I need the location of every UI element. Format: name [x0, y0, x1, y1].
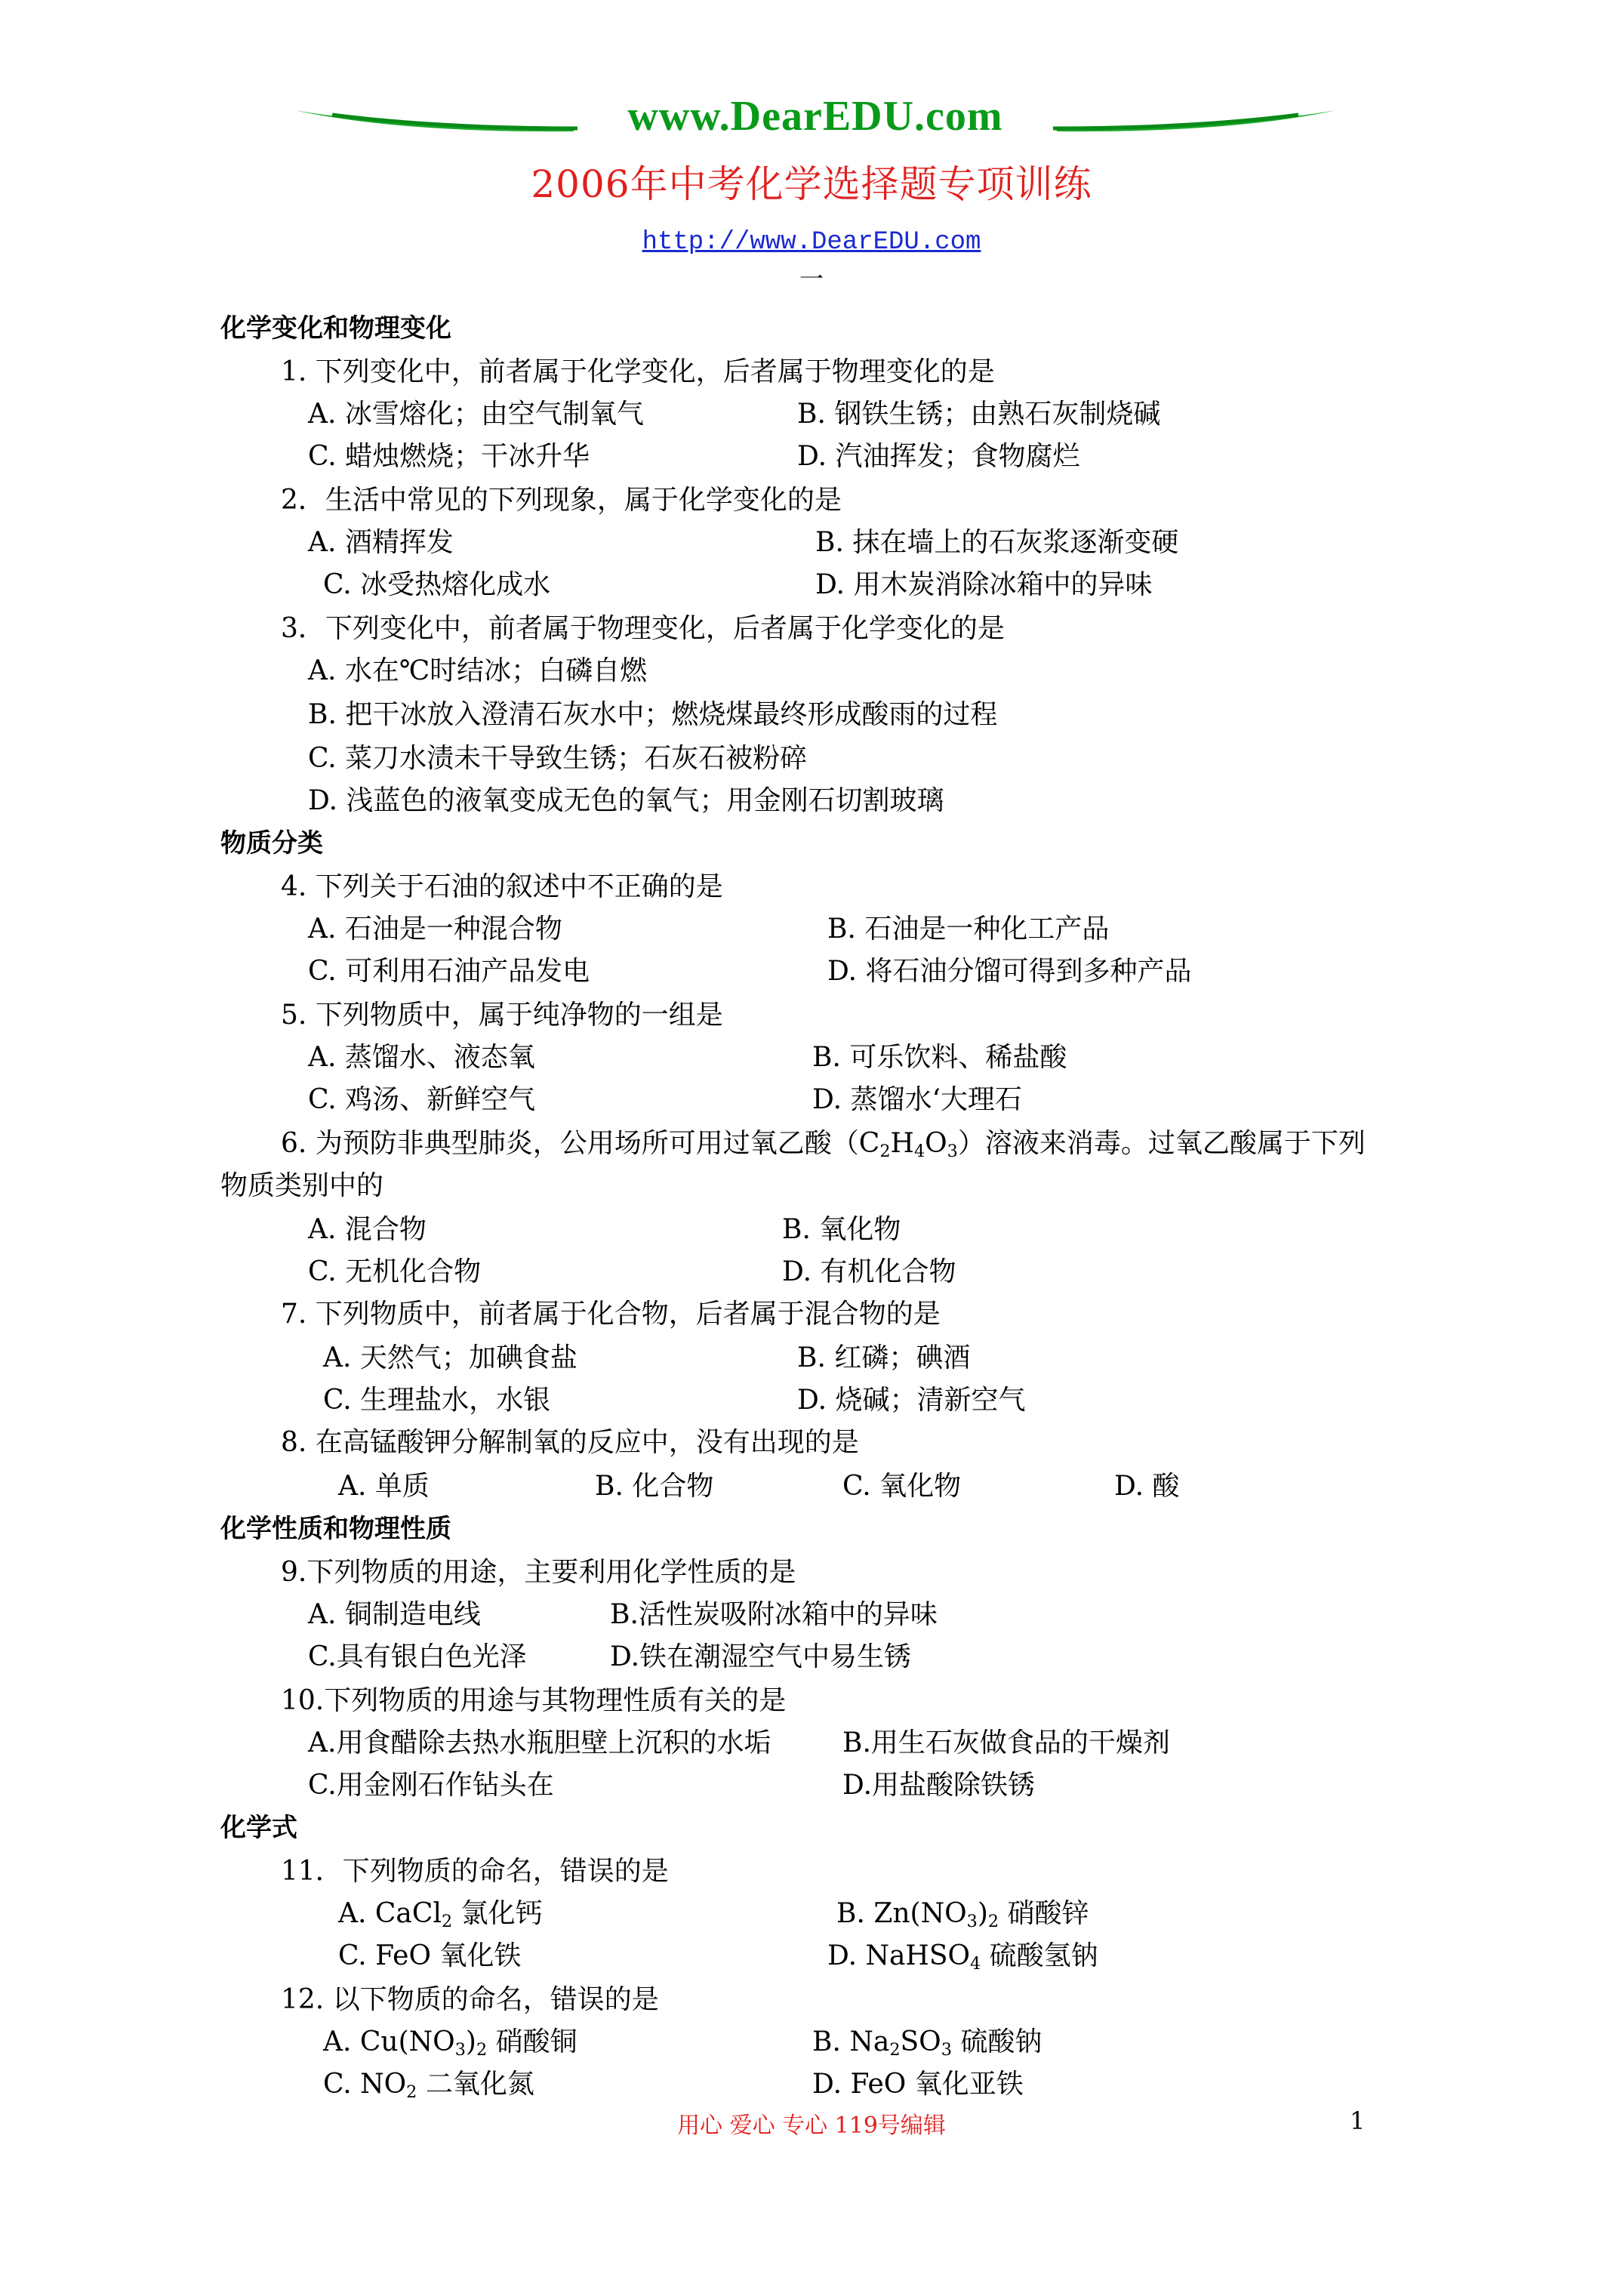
option-a: A.用食醋除去热水瓶胆壁上沉积的水垢 [308, 1727, 771, 1758]
question-stem: 11．下列物质的命名，错误的是 [281, 1856, 669, 1887]
option-c: C.具有银白色光泽 [308, 1641, 527, 1672]
option-d: D. 酸 [1114, 1471, 1180, 1502]
option-c: C. 生理盐水，水银 [323, 1385, 551, 1416]
option-d: D. NaHSO$_4$ 硫酸氢钠 [827, 1940, 1098, 1974]
option-c: C. 蜡烛燃烧；干冰升华 [308, 441, 590, 472]
option-c: C. 可利用石油产品发电 [308, 956, 590, 987]
option-a: A. 水在℃时结冰；白磷自燃 [308, 655, 648, 686]
question-stem: 12. 以下物质的命名，错误的是 [281, 1984, 659, 2015]
site-link[interactable]: http://www.DearEDU.com [642, 228, 981, 257]
option-b: B. 氧化物 [782, 1214, 901, 1245]
document-title: 2006年中考化学选择题专项训练 [531, 162, 1092, 206]
option-a: A. 天然气；加碘食盐 [323, 1342, 577, 1373]
section-heading: 物质分类 [220, 828, 323, 858]
question-stem: 2．生活中常见的下列现象，属于化学变化的是 [281, 485, 842, 516]
option-c: C. 无机化合物 [308, 1256, 482, 1287]
option-d: D.用盐酸除铁锈 [842, 1770, 1036, 1801]
option-a: A. 冰雪熔化；由空气制氧气 [308, 399, 644, 430]
question-stem: 1. 下列变化中，前者属于化学变化，后者属于物理变化的是 [281, 356, 995, 387]
option-a: A. 混合物 [308, 1214, 427, 1245]
question-stem: 9.下列物质的用途，主要利用化学性质的是 [281, 1557, 796, 1588]
option-d: D. 汽油挥发；食物腐烂 [797, 441, 1080, 472]
option-b: B.活性炭吸附冰箱中的异味 [610, 1599, 938, 1630]
section-heading: 化学变化和物理变化 [220, 313, 451, 344]
section-heading: 化学性质和物理性质 [220, 1514, 451, 1544]
option-c: C. 氧化物 [842, 1471, 962, 1502]
option-d: D. 烧碱；清新空气 [797, 1385, 1026, 1416]
option-c: C. 鸡汤、新鲜空气 [308, 1084, 536, 1115]
option-d: D. 用木炭消除冰箱中的异味 [815, 569, 1153, 600]
option-b: B. $Na_2SO_3$ 硫酸钠 [812, 2026, 1042, 2060]
option-c: C. $NO_2$ 二氧化氮 [323, 2069, 534, 2103]
option-d: D. 将石油分馏可得到多种产品 [827, 956, 1192, 987]
part-number: 一 [799, 264, 824, 293]
banner-site-name: www.DearEDU.com [627, 93, 1003, 140]
question-stem: 8. 在高锰酸钾分解制氧的反应中，没有出现的是 [281, 1427, 859, 1458]
site-link-container [0, 228, 1623, 257]
option-b: B.用生石灰做食品的干燥剂 [842, 1727, 1170, 1758]
page-footer: 用心 爱心 专心 119号编辑 [677, 2113, 946, 2139]
page-number: 1 [1350, 2106, 1366, 2135]
question-stem: 7. 下列物质中，前者属于化合物，后者属于混合物的是 [281, 1299, 941, 1330]
option-b: B. 红磷；碘酒 [797, 1342, 971, 1373]
option-a: A. 石油是一种混合物 [308, 914, 562, 945]
section-heading: 化学式 [220, 1813, 297, 1843]
question-stem: 5. 下列物质中，属于纯净物的一组是 [281, 1000, 723, 1031]
option-b: B. 化合物 [595, 1471, 714, 1502]
option-b: B. 石油是一种化工产品 [827, 914, 1110, 945]
option-b: B. 钢铁生锈；由熟石灰制烧碱 [797, 399, 1161, 430]
option-c: C.用金刚石作钻头在 [308, 1770, 554, 1801]
option-d: D. 蒸馏水‘大理石 [812, 1084, 1022, 1115]
option-d: D. 有机化合物 [782, 1256, 956, 1287]
site-banner [287, 89, 1344, 157]
option-b: B. 把干冰放入澄清石灰水中；燃烧煤最终形成酸雨的过程 [308, 699, 998, 730]
option-b: B. 可乐饮料、稀盐酸 [812, 1042, 1067, 1073]
option-b: B. 抹在墙上的石灰浆逐渐变硬 [815, 527, 1179, 558]
option-b: B. $Zn(NO_3)_2$ 硝酸锌 [836, 1898, 1089, 1932]
option-d: D.铁在潮湿空气中易生锈 [610, 1641, 912, 1672]
question-stem: 6. 为预防非典型肺炎，公用场所可用过氧乙酸$(C_2H_4O_3)$溶液来消毒。过氧乙酸属于下列 [281, 1128, 1366, 1162]
option-c: C. 冰受热熔化成水 [323, 569, 551, 600]
option-a: A. $Cu(NO_3)_2$ 硝酸铜 [323, 2026, 577, 2060]
option-d: D. 浅蓝色的液氧变成无色的氧气；用金刚石切割玻璃 [308, 785, 944, 816]
question-stem: 10.下列物质的用途与其物理性质有关的是 [281, 1685, 787, 1716]
option-c: C. FeO 氧化铁 [338, 1940, 522, 1971]
question-stem: 4. 下列关于石油的叙述中不正确的是 [281, 871, 723, 902]
question-stem: 3．下列变化中，前者属于物理变化，后者属于化学变化的是 [281, 613, 1005, 644]
option-a: A. 蒸馏水、液态氧 [308, 1042, 535, 1073]
option-a: A. CaCl$_2$ 氯化钙 [338, 1898, 543, 1932]
option-d: D. FeO 氧化亚铁 [812, 2069, 1024, 2100]
option-c: C. 菜刀水渍未干导致生锈；石灰石被粉碎 [308, 743, 808, 774]
option-a: A. 酒精挥发 [308, 527, 454, 558]
option-a: A. 铜制造电线 [308, 1599, 481, 1630]
option-a: A. 单质 [338, 1471, 430, 1502]
question-stem-continued: 物质类别中的 [220, 1170, 384, 1201]
